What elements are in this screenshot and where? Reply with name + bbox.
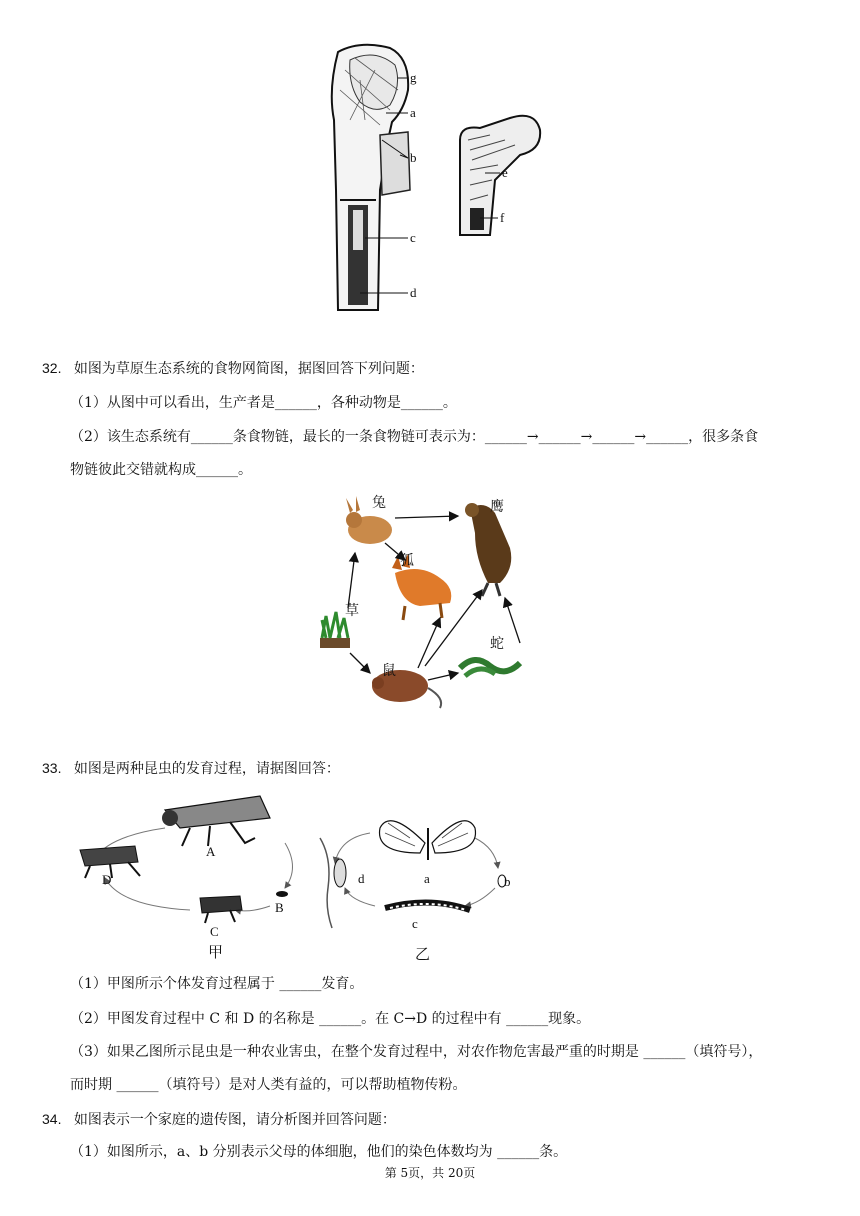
bone-label-f: f bbox=[500, 210, 505, 225]
bone-label-b: b bbox=[410, 150, 417, 165]
web-label-grass: 草 bbox=[345, 603, 359, 619]
yi-caption: 乙 bbox=[415, 945, 431, 963]
yi-label-b: b bbox=[504, 874, 511, 889]
q33-number: 33. bbox=[42, 760, 62, 776]
q34-stem-text: 如图表示一个家庭的遗传图，请分析图并回答问题： bbox=[73, 1112, 396, 1128]
q32-stem-text: 如图为草原生态系统的食物网简图，据图回答下列问题： bbox=[73, 361, 424, 377]
q33-part3-line2: 而时期 ______（填符号）是对人类有益的，可以帮助植物传粉。 bbox=[70, 1077, 467, 1093]
insect-development-illustration bbox=[70, 788, 530, 963]
q33-stem-text: 如图是两种昆虫的发育过程，请据图回答： bbox=[73, 761, 340, 777]
food-web-figure bbox=[310, 488, 540, 716]
yi-label-d: d bbox=[358, 871, 365, 886]
web-label-mouse: 鼠 bbox=[382, 663, 396, 679]
q34-number: 34. bbox=[42, 1111, 62, 1127]
long-bone-illustration bbox=[320, 40, 560, 315]
q32-part2-line1: （2）该生态系统有______条食物链，最长的一条食物链可表示为：______→______→______→______，很多条食 bbox=[70, 429, 759, 445]
q33-part1: （1）甲图所示个体发育过程属于 ______发育。 bbox=[70, 976, 364, 992]
bone-label-d: d bbox=[410, 285, 417, 300]
bone-figure bbox=[320, 40, 560, 315]
insect-figure bbox=[70, 788, 530, 963]
snake-picture bbox=[460, 660, 520, 676]
q33-part2: （2）甲图发育过程中 C 和 D 的名称是 ______。在 C→D 的过程中有 ______现象。 bbox=[70, 1011, 591, 1027]
q33-part3-line1: （3）如果乙图所示昆虫是一种农业害虫，在整个发育过程中，对农作物危害最严重的时期是 ______（填符号）， bbox=[70, 1044, 763, 1060]
jia-caption: 甲 bbox=[208, 943, 224, 961]
bone-label-a: a bbox=[410, 105, 416, 120]
bone-label-e: e bbox=[502, 165, 508, 180]
yi-label-c: c bbox=[412, 916, 418, 931]
q34-part1: （1）如图所示，a、b 分别表示父母的体细胞，他们的染色体数均为 ______条。 bbox=[70, 1144, 568, 1160]
bone-label-g: g bbox=[410, 70, 417, 85]
q32-stem bbox=[42, 358, 424, 379]
jia-label-D: D bbox=[102, 872, 112, 887]
web-label-eagle: 鹰 bbox=[490, 499, 504, 515]
q32-part2-line2: 物链彼此交错就构成______。 bbox=[70, 462, 252, 478]
bone-label-c: c bbox=[410, 230, 416, 245]
jia-label-B: B bbox=[275, 900, 284, 915]
web-label-fox: 狐 bbox=[400, 553, 414, 569]
jia-label-A: A bbox=[206, 844, 216, 859]
eagle-picture bbox=[465, 503, 511, 596]
yi-label-a: a bbox=[424, 871, 430, 886]
q32-part1: （1）从图中可以看出，生产者是______，各种动物是______。 bbox=[70, 395, 457, 411]
q33-stem bbox=[42, 758, 340, 779]
web-label-snake: 蛇 bbox=[490, 636, 504, 652]
page-footer: 第 5页，共 20页 bbox=[384, 1166, 476, 1180]
q32-number: 32. bbox=[42, 360, 62, 376]
butterfly-cycle bbox=[320, 821, 506, 928]
web-label-rabbit: 兔 bbox=[372, 495, 386, 511]
jia-label-C: C bbox=[210, 924, 219, 939]
grasshopper-cycle bbox=[80, 796, 293, 923]
q34-stem bbox=[42, 1109, 396, 1130]
